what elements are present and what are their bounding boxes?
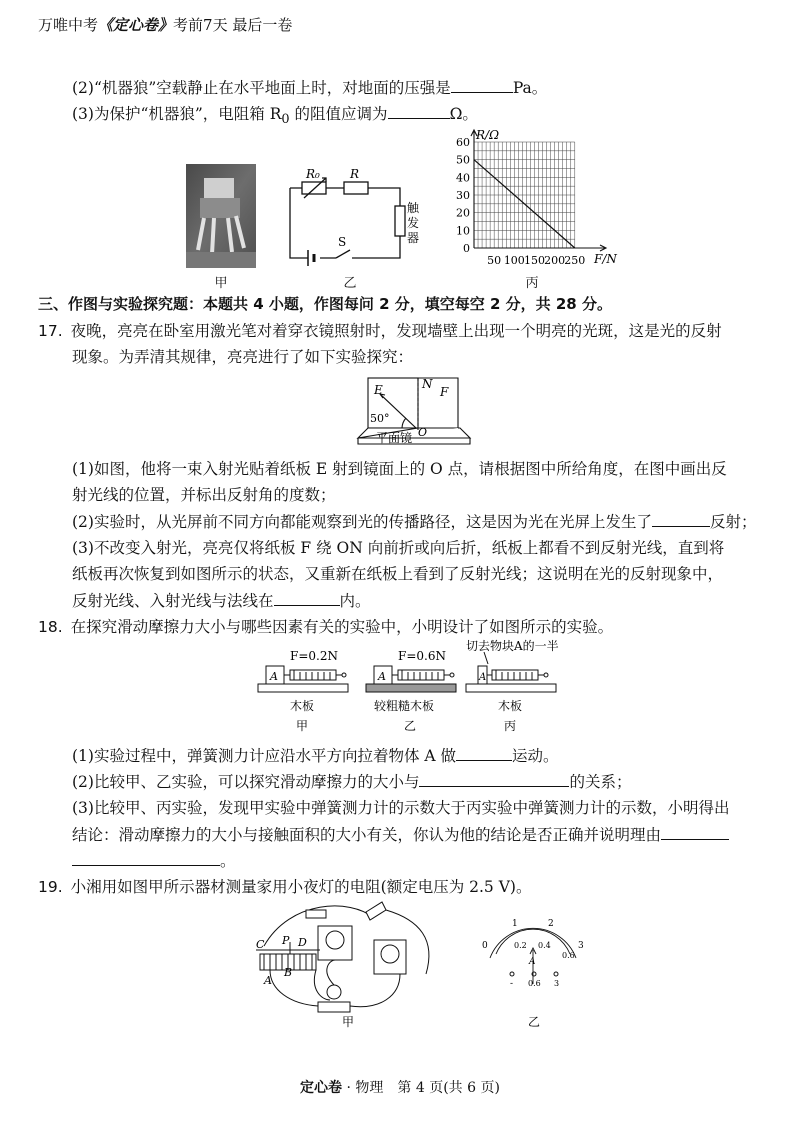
terminal-label-a: A (264, 974, 272, 987)
reflection-experiment-figure (350, 372, 480, 452)
friction-experiment-figure (256, 638, 566, 738)
page-header (38, 14, 292, 35)
q18-part2: (2)比较甲、乙实验，可以探究滑动摩擦力的大小与 的关系； (72, 770, 631, 793)
q16-caption-yi: 乙 (343, 276, 357, 291)
y-tick-label: 40 (456, 171, 470, 185)
q19-apparatus-figure (250, 900, 440, 1032)
terminal-label-d: D (298, 936, 307, 949)
force-label-jia: F=0.2N (290, 649, 338, 663)
terminal-label-b: B (284, 966, 293, 979)
y-tick-label: 20 (456, 206, 470, 220)
board-label-yi: 较粗糙木板 (374, 699, 435, 713)
q19-stem: 19. 小湘用如图甲所示器材测量家用小夜灯的电阻(额定电压为 2.5 V)。 (38, 878, 532, 896)
q18-part3-line1: (3)比较甲、丙实验，发现甲实验中弹簧测力计的示数大于丙实验中弹簧测力计的示数，小明得出 (72, 799, 730, 817)
header-left: 万唯中考 (38, 16, 99, 34)
ammeter-dial-figure (478, 914, 588, 1032)
x-tick-label: 100 (503, 254, 525, 267)
dial-unit-a: A (529, 957, 536, 967)
q17-part3-line2: 纸板再次恢复到如图所示的状态，又重新在纸板上看到了反射光线；这说明在光的反射现象中， (72, 565, 724, 583)
chart-xlabel: F/N (594, 252, 617, 266)
q18-part1: (1)实验过程中，弹簧测力计应沿水平方向拉着物体 A 做 运动。 (72, 744, 559, 767)
circuit-label-r: R (350, 167, 360, 181)
y-tick-label: 10 (456, 224, 470, 238)
q16-caption-bing: 丙 (525, 276, 539, 291)
header-right: 考前7天 最后一卷 (173, 16, 293, 34)
x-axis (474, 245, 606, 251)
q19-caption-yi: 乙 (528, 1015, 541, 1029)
q16-blank-pressure[interactable] (451, 76, 513, 93)
page-footer (0, 1077, 800, 1097)
dial-tick-0-2: 0.2 (514, 941, 527, 950)
dial-tick-3: 3 (578, 941, 584, 951)
figure-label-e: E (374, 383, 383, 397)
chart-ylabel: R/Ω (476, 128, 500, 142)
dial-tick-0-6: 0.6 (562, 951, 575, 960)
q18-blank-motion[interactable] (456, 744, 512, 761)
q17-part3-line3: 反射光线、入射光线与法线在 内。 (72, 589, 371, 612)
x-tick-label: 50 (487, 254, 502, 267)
chart-grid (474, 142, 575, 248)
header-book: 《定心卷》 (98, 16, 174, 34)
q17-stem-line1: 17. 夜晚，亮亮在卧室用激光笔对着穿衣镜照射时，发现墙壁上出现一个明亮的光斑，这是光的反射 (38, 322, 722, 340)
q16-circuit-diagram (280, 166, 420, 270)
footer-text: · 物理 第 4 页(共 6 页) (342, 1080, 500, 1096)
trigger-label-1: 触 (407, 201, 420, 215)
dial-tick-0: 0 (482, 941, 488, 951)
q18-part3-line3: 。 (72, 849, 236, 872)
block-label-bing: A (479, 672, 487, 683)
circuit-label-r0: R₀ (306, 167, 320, 181)
figure-label-mirror: 平面镜 (376, 431, 413, 445)
q16-blank-resistance[interactable] (388, 102, 450, 119)
q17-part1-line1: (1)如图，他将一束入射光贴着纸板 E 射到镜面上的 O 点，请根据图中所给角度，在图中画出反 (72, 460, 727, 478)
q19-caption-jia: 甲 (342, 1015, 355, 1029)
q18-blank-factor[interactable] (419, 770, 569, 787)
dial-tick-2: 2 (548, 919, 554, 929)
x-tick-label: 150 (523, 254, 545, 267)
figure-label-o: O (418, 426, 428, 439)
caption-yi: 乙 (404, 719, 417, 733)
robot-wolf-photo (186, 164, 256, 268)
y-tick-label: 50 (456, 153, 470, 167)
x-tick-label: 250 (564, 254, 586, 267)
q18-stem: 18. 在探究滑动摩擦力大小与哪些因素有关的实验中，小明设计了如图所示的实验。 (38, 618, 614, 636)
footer-book: 定心卷 (300, 1080, 343, 1096)
y-tick-label: 0 (463, 242, 470, 255)
q17-blank-plane[interactable] (274, 589, 340, 606)
terminal-label-c: C (256, 938, 265, 951)
q17-part2: (2)实验时，从光屏前不同方向都能观察到光的传播路径，这是因为光在光屏上发生了 反射； (72, 510, 756, 533)
y-tick-label: 60 (456, 136, 470, 149)
board-label-bing: 木板 (498, 699, 523, 713)
q18-blank-reason-b[interactable] (72, 849, 220, 866)
dial-tick-0-4: 0.4 (538, 941, 551, 950)
figure-label-angle: 50° (370, 412, 390, 425)
force-label-yi: F=0.6N (398, 649, 446, 663)
q18-part3-line2: 结论：滑动摩擦力的大小与接触面积的大小有关，你认为他的结论是否正确并说明理由 (72, 823, 729, 846)
board-label-jia: 木板 (290, 699, 315, 713)
figure-label-n: N (422, 377, 433, 391)
trigger-label-3: 器 (407, 231, 420, 245)
caption-jia: 甲 (296, 719, 309, 733)
slider-label-p: P (282, 934, 290, 947)
q17-stem-line2: 现象。为弄清其规律，亮亮进行了如下实验探究： (72, 348, 414, 366)
circuit-label-switch: S (338, 235, 347, 249)
terminal-minus: - (510, 979, 514, 989)
chart-ticks (456, 136, 585, 267)
block-label-jia: A (270, 670, 278, 683)
caption-bing: 丙 (504, 719, 517, 733)
x-tick-label: 200 (544, 254, 566, 267)
q17-blank-reflection-type[interactable] (652, 510, 710, 527)
q16-caption-jia: 甲 (214, 276, 228, 291)
q17-part1-line2: 射光线的位置，并标出反射角的度数； (72, 486, 336, 504)
dial-tick-1: 1 (512, 919, 518, 929)
section-3-heading: 三、作图与实验探究题：本题共 4 小题，作图每问 2 分，填空每空 2 分，共 28 分。 (38, 295, 612, 313)
resistance-force-chart (446, 128, 626, 268)
cut-half-label: 切去物块A的一半 (466, 639, 559, 653)
terminal-3: 3 (554, 979, 560, 988)
y-tick-label: 30 (456, 189, 470, 202)
terminal-0-6: 0.6 (528, 979, 541, 988)
figure-label-f: F (440, 385, 449, 399)
trigger-label-2: 发 (407, 216, 420, 230)
q16-part3: (3)为保护“机器狼”，电阻箱 $R_0$ 的阻值应调为 Ω。 (72, 102, 478, 131)
q17-part3-line1: (3)不改变入射光，亮亮仅将纸板 F 绕 ON 向前折或向后折，纸板上都看不到反射光线，直到将 (72, 539, 725, 557)
q16-part2: (2)“机器狼”空载静止在水平地面上时，对地面的压强是 Pa。 (72, 76, 547, 99)
q18-blank-reason-a[interactable] (661, 823, 729, 840)
block-label-yi: A (378, 670, 386, 683)
